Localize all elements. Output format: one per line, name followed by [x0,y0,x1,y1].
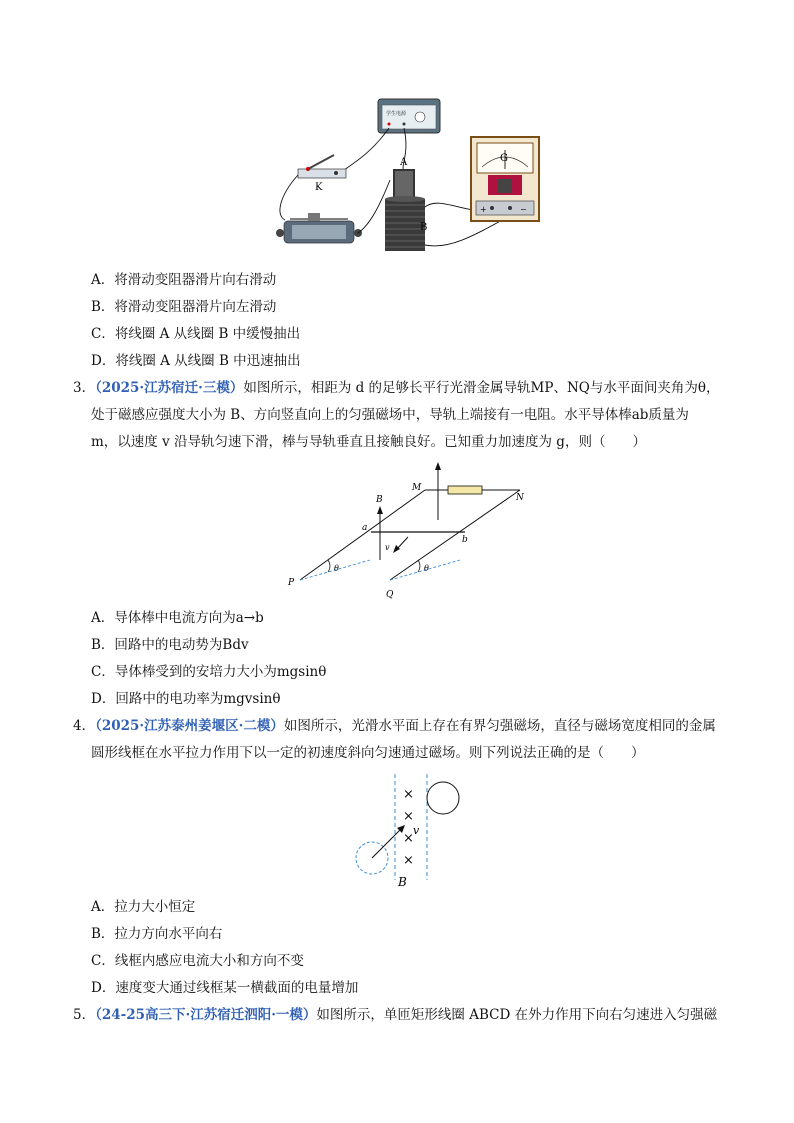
induction-apparatus-figure [270,95,550,260]
q3-stem-line2: 处于磁感应强度大小为 B、方向竖直向上的匀强磁场中，导轨上端接有一电阻。水平导体棒ab质量为 [91,407,689,423]
svg-text:B: B [420,222,428,233]
q3-option-d: D．回路中的电功率为mgvsinθ [91,691,281,707]
q3-source: 2025·江苏宿迁·三模 [101,380,230,396]
q4-option-d: D．速度变大通过线框某一横截面的电量增加 [91,980,359,996]
svg-text:学生电源: 学生电源 [386,111,407,117]
q3-stem-line1: 3．（2025·江苏宿迁·三模）如图所示，相距为 d 的足够长平行光滑金属导轨MP、NQ与水平面间夹角为θ， [73,380,720,396]
q3-option-b: B．回路中的电动势为Bdv [91,637,249,653]
q4-option-b: B．拉力方向水平向右 [91,926,223,942]
svg-text:G: G [500,153,508,164]
q4-stem-line2: 圆形线框在水平拉力作用下以一定的初速度斜向匀速通过磁场。则下列说法正确的是（ ） [91,745,645,761]
q3-stem-line3: m，以速度 v 沿导轨匀速下滑，棒与导轨垂直且接触良好。已知重力加速度为 g，则（ ） [91,434,646,450]
inclined-rails-figure [280,460,540,600]
svg-text:Q: Q [386,590,394,600]
svg-text:×: × [403,787,414,802]
svg-text:v: v [385,543,390,552]
svg-text:a: a [362,523,368,533]
svg-text:B: B [376,495,383,505]
q3-option-c: C．导体棒受到的安培力大小为mgsinθ [91,664,327,680]
q5-source: 24-25高三下·江苏宿迁泗阳·一模 [101,1007,303,1023]
svg-text:P: P [288,578,295,588]
q2-option-b: B．将滑动变阻器滑片向左滑动 [91,299,277,315]
q4-option-a: A．拉力大小恒定 [91,899,196,915]
svg-text:+: + [480,205,487,214]
svg-text:θ: θ [334,564,339,573]
svg-text:×: × [403,809,414,824]
svg-text:−: − [520,205,527,214]
q4-option-c: C．线框内感应电流大小和方向不变 [91,953,304,969]
q3-option-a: A．导体棒中电流方向为a→b [91,610,264,626]
svg-text:v: v [413,824,420,837]
svg-text:b: b [462,535,468,545]
q2-option-d: D．将线圈 A 从线圈 B 中迅速抽出 [91,353,301,369]
svg-text:M: M [412,483,422,493]
q5-stem-line1: 5．（24-25高三下·江苏宿迁泗阳·一模）如图所示，单匝矩形线圈 ABCD 在外力作用下向右匀速进入匀强磁 [73,1007,718,1023]
svg-text:A: A [400,157,408,168]
svg-text:θ: θ [424,564,429,573]
svg-text:×: × [403,831,414,846]
q2-option-c: C．将线圈 A 从线圈 B 中缓慢抽出 [91,326,301,342]
q2-option-a: A．将滑动变阻器滑片向右滑动 [91,272,277,288]
svg-text:K: K [315,182,323,193]
q4-source: 2025·江苏泰州姜堰区·二模 [101,718,271,734]
magnetic-field-loop-figure [345,772,470,892]
svg-text:×: × [403,853,414,868]
svg-text:N: N [516,493,524,503]
q4-stem-line1: 4．（2025·江苏泰州姜堰区·二模）如图所示，光滑水平面上存在有界匀强磁场，直径与磁场宽度相同的金属 [73,718,716,734]
svg-text:B: B [398,875,407,889]
